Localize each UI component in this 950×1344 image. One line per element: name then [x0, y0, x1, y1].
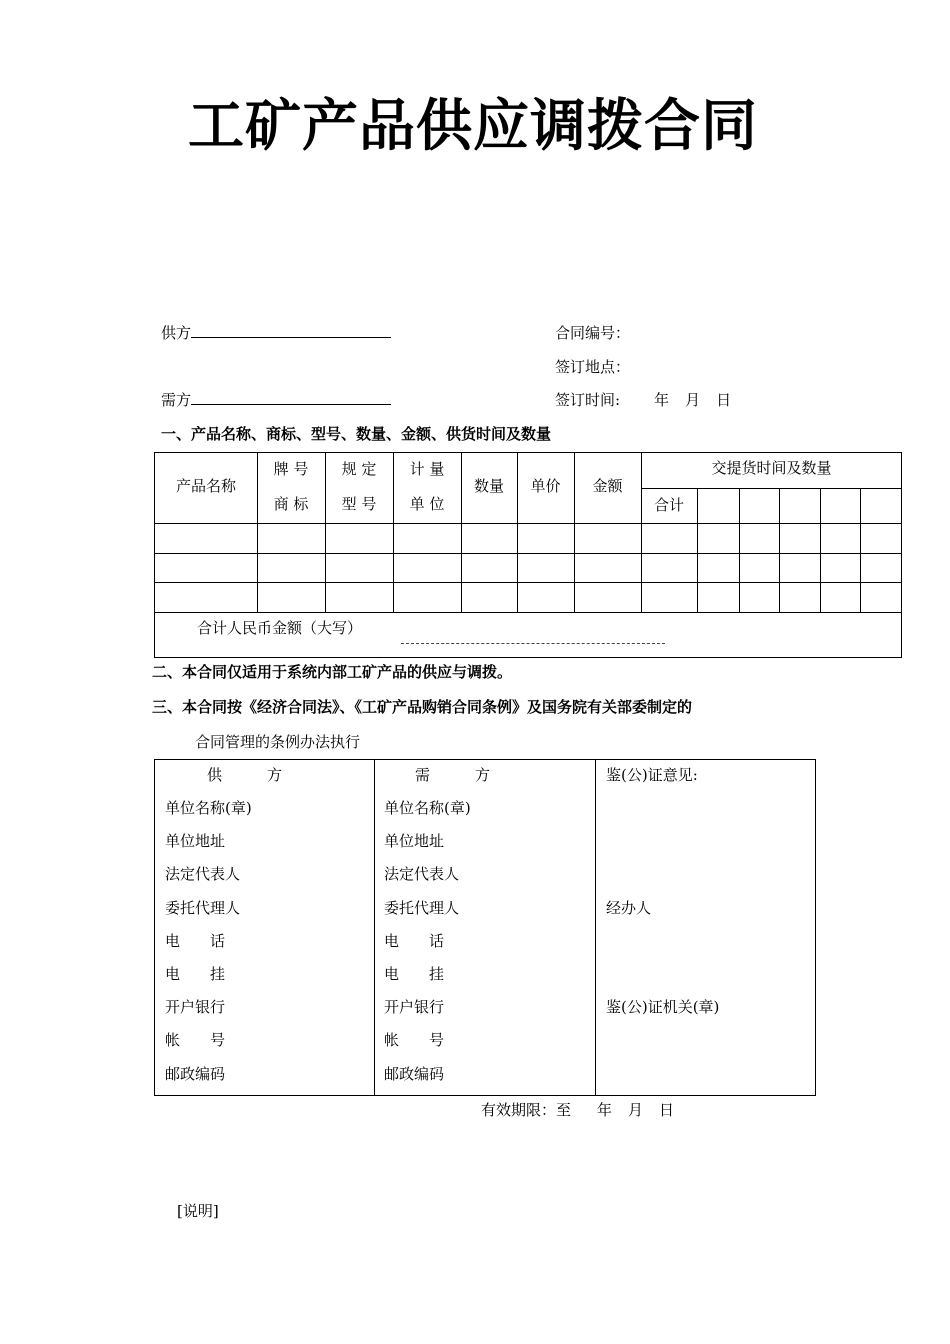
buyer-column-heading: 需 方: [415, 766, 491, 784]
section-3-text: 三、本合同按《经济合同法》、《工矿产品购销合同条例》及国务院有关部委制定的: [152, 698, 693, 716]
table-col-line: [595, 760, 596, 1095]
sign-place-label: 签订地点：: [555, 358, 631, 376]
supplier-field[interactable]: [161, 322, 391, 343]
notary-opinion-heading: 鉴(公)证意见:: [606, 766, 698, 784]
section-3-continued: 合同管理的条例办法执行: [195, 733, 361, 751]
note-label: [说明]: [177, 1202, 219, 1220]
validity-month: 月: [628, 1101, 644, 1119]
product-table: [154, 452, 902, 658]
table-col-line: [779, 488, 780, 612]
buyer-field-0: 单位名称(章): [384, 799, 471, 817]
col-product-name: 产品名称: [175, 477, 236, 495]
buyer-field-1: 单位地址: [384, 832, 445, 851]
rmb-total-label: 合计人民币金额（大写）: [197, 619, 363, 637]
validity-day: 日: [659, 1101, 675, 1119]
buyer-field-2: 法定代表人: [384, 865, 460, 884]
col-quantity: 数量: [473, 477, 504, 495]
col-amount: 金额: [592, 477, 623, 495]
rmb-total-dash-line[interactable]: [401, 643, 665, 644]
table-col-line: [820, 488, 821, 612]
sign-month: 月: [685, 391, 701, 409]
buyer-field-7: 帐 号: [384, 1031, 445, 1050]
contract-no-label: 合同编号：: [555, 324, 631, 342]
buyer-field[interactable]: [161, 389, 391, 410]
supplier-field-7: 帐 号: [165, 1031, 226, 1050]
table-row-line: [155, 582, 902, 583]
supplier-field-8: 邮政编码: [165, 1064, 226, 1083]
table-col-line: [697, 488, 698, 612]
buyer-field-3: 委托代理人: [384, 898, 460, 917]
supplier-underline: [191, 323, 391, 338]
supplier-field-5: 电 挂: [165, 965, 226, 983]
col-unit-price: 单价: [530, 477, 561, 495]
buyer-field-6: 开户银行: [384, 998, 445, 1017]
col-spec-line1: 规 定: [341, 460, 377, 478]
table-row-line: [155, 612, 902, 613]
delivery-header-divider: [641, 488, 902, 489]
table-row-line: [155, 553, 902, 554]
section-1-heading: 一、产品名称、商标、型号、数量、金额、供货时间及数量: [161, 425, 552, 443]
table-col-line: [860, 488, 861, 612]
col-delivery-schedule: 交提货时间及数量: [711, 459, 832, 477]
col-unit-line2: 单 位: [409, 495, 445, 513]
validity-year: 年: [597, 1101, 613, 1119]
col-brand-line1: 牌 号: [273, 460, 309, 478]
buyer-field-5: 电 挂: [384, 965, 445, 983]
buyer-field-4: 电 话: [384, 931, 445, 950]
sign-day: 日: [716, 391, 732, 409]
party-info-table: [154, 759, 816, 1096]
col-delivery-total: 合计: [653, 496, 684, 514]
section-2-text: 二、本合同仅适用于系统内部工矿产品的供应与调拨。: [152, 663, 513, 681]
supplier-field-0: 单位名称(章): [165, 799, 252, 817]
buyer-label: 需方: [161, 391, 192, 409]
supplier-field-1: 单位地址: [165, 832, 226, 851]
buyer-underline: [191, 390, 391, 405]
validity-period: [481, 1099, 674, 1120]
supplier-field-3: 委托代理人: [165, 898, 241, 917]
supplier-label: 供方: [161, 324, 192, 342]
sign-year: 年: [654, 391, 670, 409]
sign-time-field: [555, 389, 731, 410]
page-title: 工矿产品供应调拨合同: [188, 94, 758, 159]
supplier-field-6: 开户银行: [165, 998, 226, 1017]
supplier-field-2: 法定代表人: [165, 865, 241, 884]
buyer-field-8: 邮政编码: [384, 1064, 445, 1083]
col-spec-line2: 型 号: [341, 495, 377, 513]
handler-label: 经办人: [606, 899, 652, 917]
sign-time-label: 签订时间:: [555, 391, 621, 409]
notary-org-label: 鉴(公)证机关(章): [606, 998, 720, 1016]
table-col-line: [374, 760, 375, 1095]
table-row-line: [155, 523, 902, 524]
supplier-field-4: 电 话: [165, 931, 226, 950]
col-unit-line1: 计 量: [409, 460, 445, 478]
validity-label: 有效期限：至: [481, 1101, 572, 1119]
table-col-line: [739, 488, 740, 612]
supplier-column-heading: 供 方: [207, 766, 283, 784]
col-brand-line2: 商 标: [273, 495, 309, 513]
